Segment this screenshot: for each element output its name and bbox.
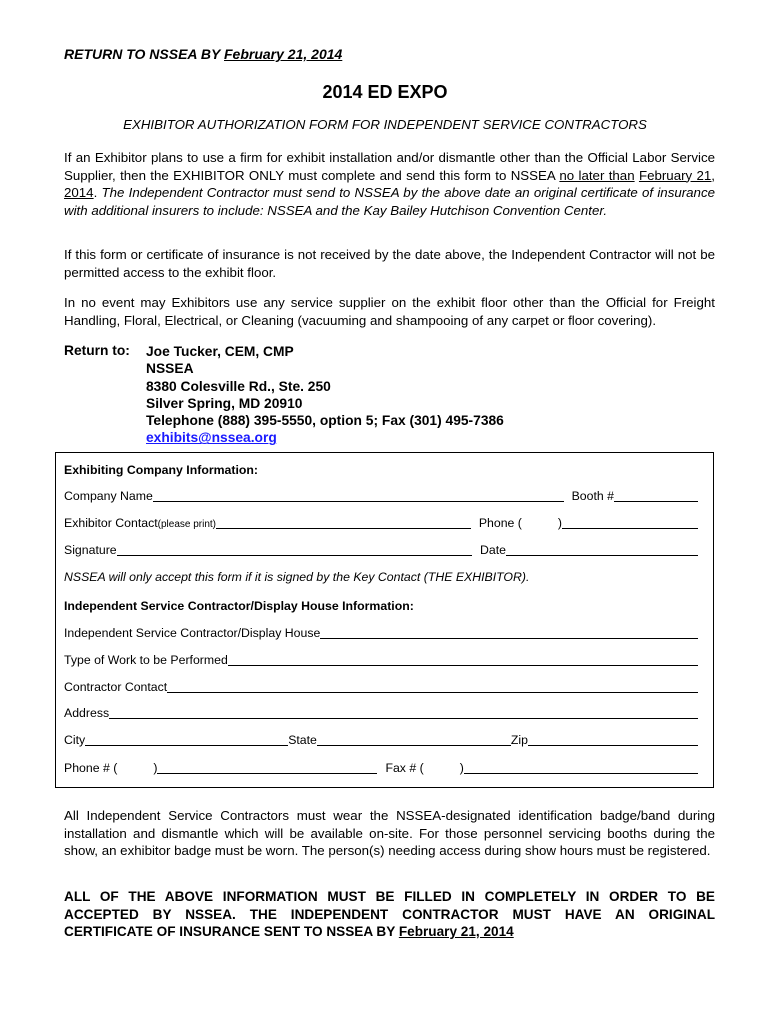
phone-fax-row	[64, 757, 698, 775]
intro-paragraph-2: If this form or certificate of insurance is not received by the date above, the Independent Contractor will not be permitted access to the exhibit floor.	[64, 247, 715, 280]
booth-field[interactable]	[614, 490, 698, 502]
contractor-contact-label: Contractor Contact	[64, 680, 168, 694]
fax-field[interactable]	[464, 762, 698, 774]
contractor-phone-label: Phone # (	[64, 761, 118, 775]
badge-paragraph: All Independent Service Contractors must wear the NSSEA-designated identification badge/band during installation and dismantle which will be available on-site. For those personnel servicing booths during the show, an exhibitor badge must be worn. The person(s) needing access during show hours must be registered.	[64, 808, 715, 858]
contractor-name-row	[64, 622, 698, 640]
exhibitor-contact-field[interactable]	[216, 517, 471, 529]
return-address	[146, 343, 504, 447]
contractor-name-field[interactable]	[320, 627, 698, 639]
date-label: Date	[480, 543, 506, 557]
exhibitor-heading: Exhibiting Company Information:	[64, 463, 259, 477]
intro-paragraph-3: In no event may Exhibitors use any service supplier on the exhibit floor other than the Official for Freight Handling, Floral, Electrical, or Cleaning (vacuuming and shampooing of any carpet or floor covering).	[64, 295, 715, 328]
state-field[interactable]	[317, 734, 511, 746]
work-type-row	[64, 649, 698, 667]
phone-label: Phone (	[478, 516, 522, 530]
contractor-heading: Independent Service Contractor/Display House Information:	[64, 599, 414, 613]
return-prefix: RETURN TO NSSEA BY	[64, 46, 224, 62]
return-to-label: Return to:	[64, 343, 130, 358]
company-name-label: Company Name	[64, 489, 153, 503]
signature-row	[64, 539, 698, 557]
exhibitor-contact-label: Exhibitor Contact	[64, 516, 158, 530]
p1-period: .	[93, 185, 102, 200]
contact-city: Silver Spring, MD 20910	[146, 395, 303, 411]
contractor-contact-field[interactable]	[167, 681, 698, 693]
p1-text: If an Exhibitor plans to use a firm for exhibit installation and/or dismantle other than the Official Labor Service Supplier, then the EXHIBITOR ONLY must complete and send this form to NSSEA	[64, 150, 715, 183]
address-label: Address	[64, 706, 110, 720]
contact-email-link[interactable]: exhibits@nssea.org	[146, 430, 277, 446]
intro-paragraph-1	[64, 149, 715, 219]
contractor-name-label: Independent Service Contractor/Display House	[64, 626, 321, 640]
state-label: State	[288, 733, 317, 747]
fax-label: Fax # (	[385, 761, 424, 775]
contact-phone: Telephone (888) 395-5550, option 5; Fax (301) 495-7386	[146, 413, 504, 429]
contact-street: 8380 Colesville Rd., Ste. 250	[146, 378, 331, 394]
page-title: 2014 ED EXPO	[322, 82, 448, 102]
signature-note: NSSEA will only accept this form if it is signed by the Key Contact (THE EXHIBITOR).	[64, 570, 530, 584]
final-deadline-date: February 21, 2014	[398, 924, 514, 939]
contact-org: NSSEA	[146, 361, 194, 377]
phone-field[interactable]	[562, 517, 698, 529]
signature-label: Signature	[64, 543, 117, 557]
signature-field[interactable]	[117, 544, 472, 556]
work-type-label: Type of Work to be Performed	[64, 653, 228, 667]
contractor-phone-paren: )	[153, 761, 158, 775]
company-name-field[interactable]	[153, 490, 564, 502]
p1-deadline-date: February 21, 2014	[64, 167, 715, 200]
fax-paren: )	[459, 761, 464, 775]
zip-field[interactable]	[528, 734, 698, 746]
contact-name: Joe Tucker, CEM, CMP	[146, 344, 294, 359]
p1-deadline-phrase: no later than	[559, 167, 635, 183]
city-state-zip-row	[64, 729, 698, 747]
work-type-field[interactable]	[228, 654, 698, 666]
date-field[interactable]	[506, 544, 698, 556]
p1-italic-instructions: The Independent Contractor must send to NSSEA by the above date an original certificate of insurance with additional insurers to include: NSSEA and the Kay Bailey Hutchison Convention Center.	[64, 185, 715, 218]
address-row	[64, 702, 698, 720]
final-notice-text: ALL OF THE ABOVE INFORMATION MUST BE FILLED IN COMPLETELY IN ORDER TO BE ACCEPTED BY NSSEA. THE INDEPENDENT CONTRACTOR MUST HAVE AN ORIGINAL CERTIFICATE OF INSURANCE SENT TO NSSEA BY	[64, 889, 715, 939]
return-deadline	[64, 46, 342, 62]
exhibitor-contact-row	[64, 512, 698, 530]
return-date: February 21, 2014	[224, 46, 343, 62]
form-subtitle: EXHIBITOR AUTHORIZATION FORM FOR INDEPENDENT SERVICE CONTRACTORS	[123, 117, 647, 132]
contractor-contact-row	[64, 676, 698, 694]
company-name-row	[64, 485, 698, 503]
booth-label: Booth #	[571, 489, 614, 503]
city-field[interactable]	[85, 734, 288, 746]
contractor-phone-field[interactable]	[157, 762, 377, 774]
please-print-note: (please print)	[157, 519, 216, 530]
address-field[interactable]	[109, 707, 698, 719]
final-notice	[64, 888, 715, 941]
city-label: City	[64, 733, 86, 747]
zip-label: Zip	[510, 733, 528, 747]
phone-paren: )	[557, 516, 562, 530]
